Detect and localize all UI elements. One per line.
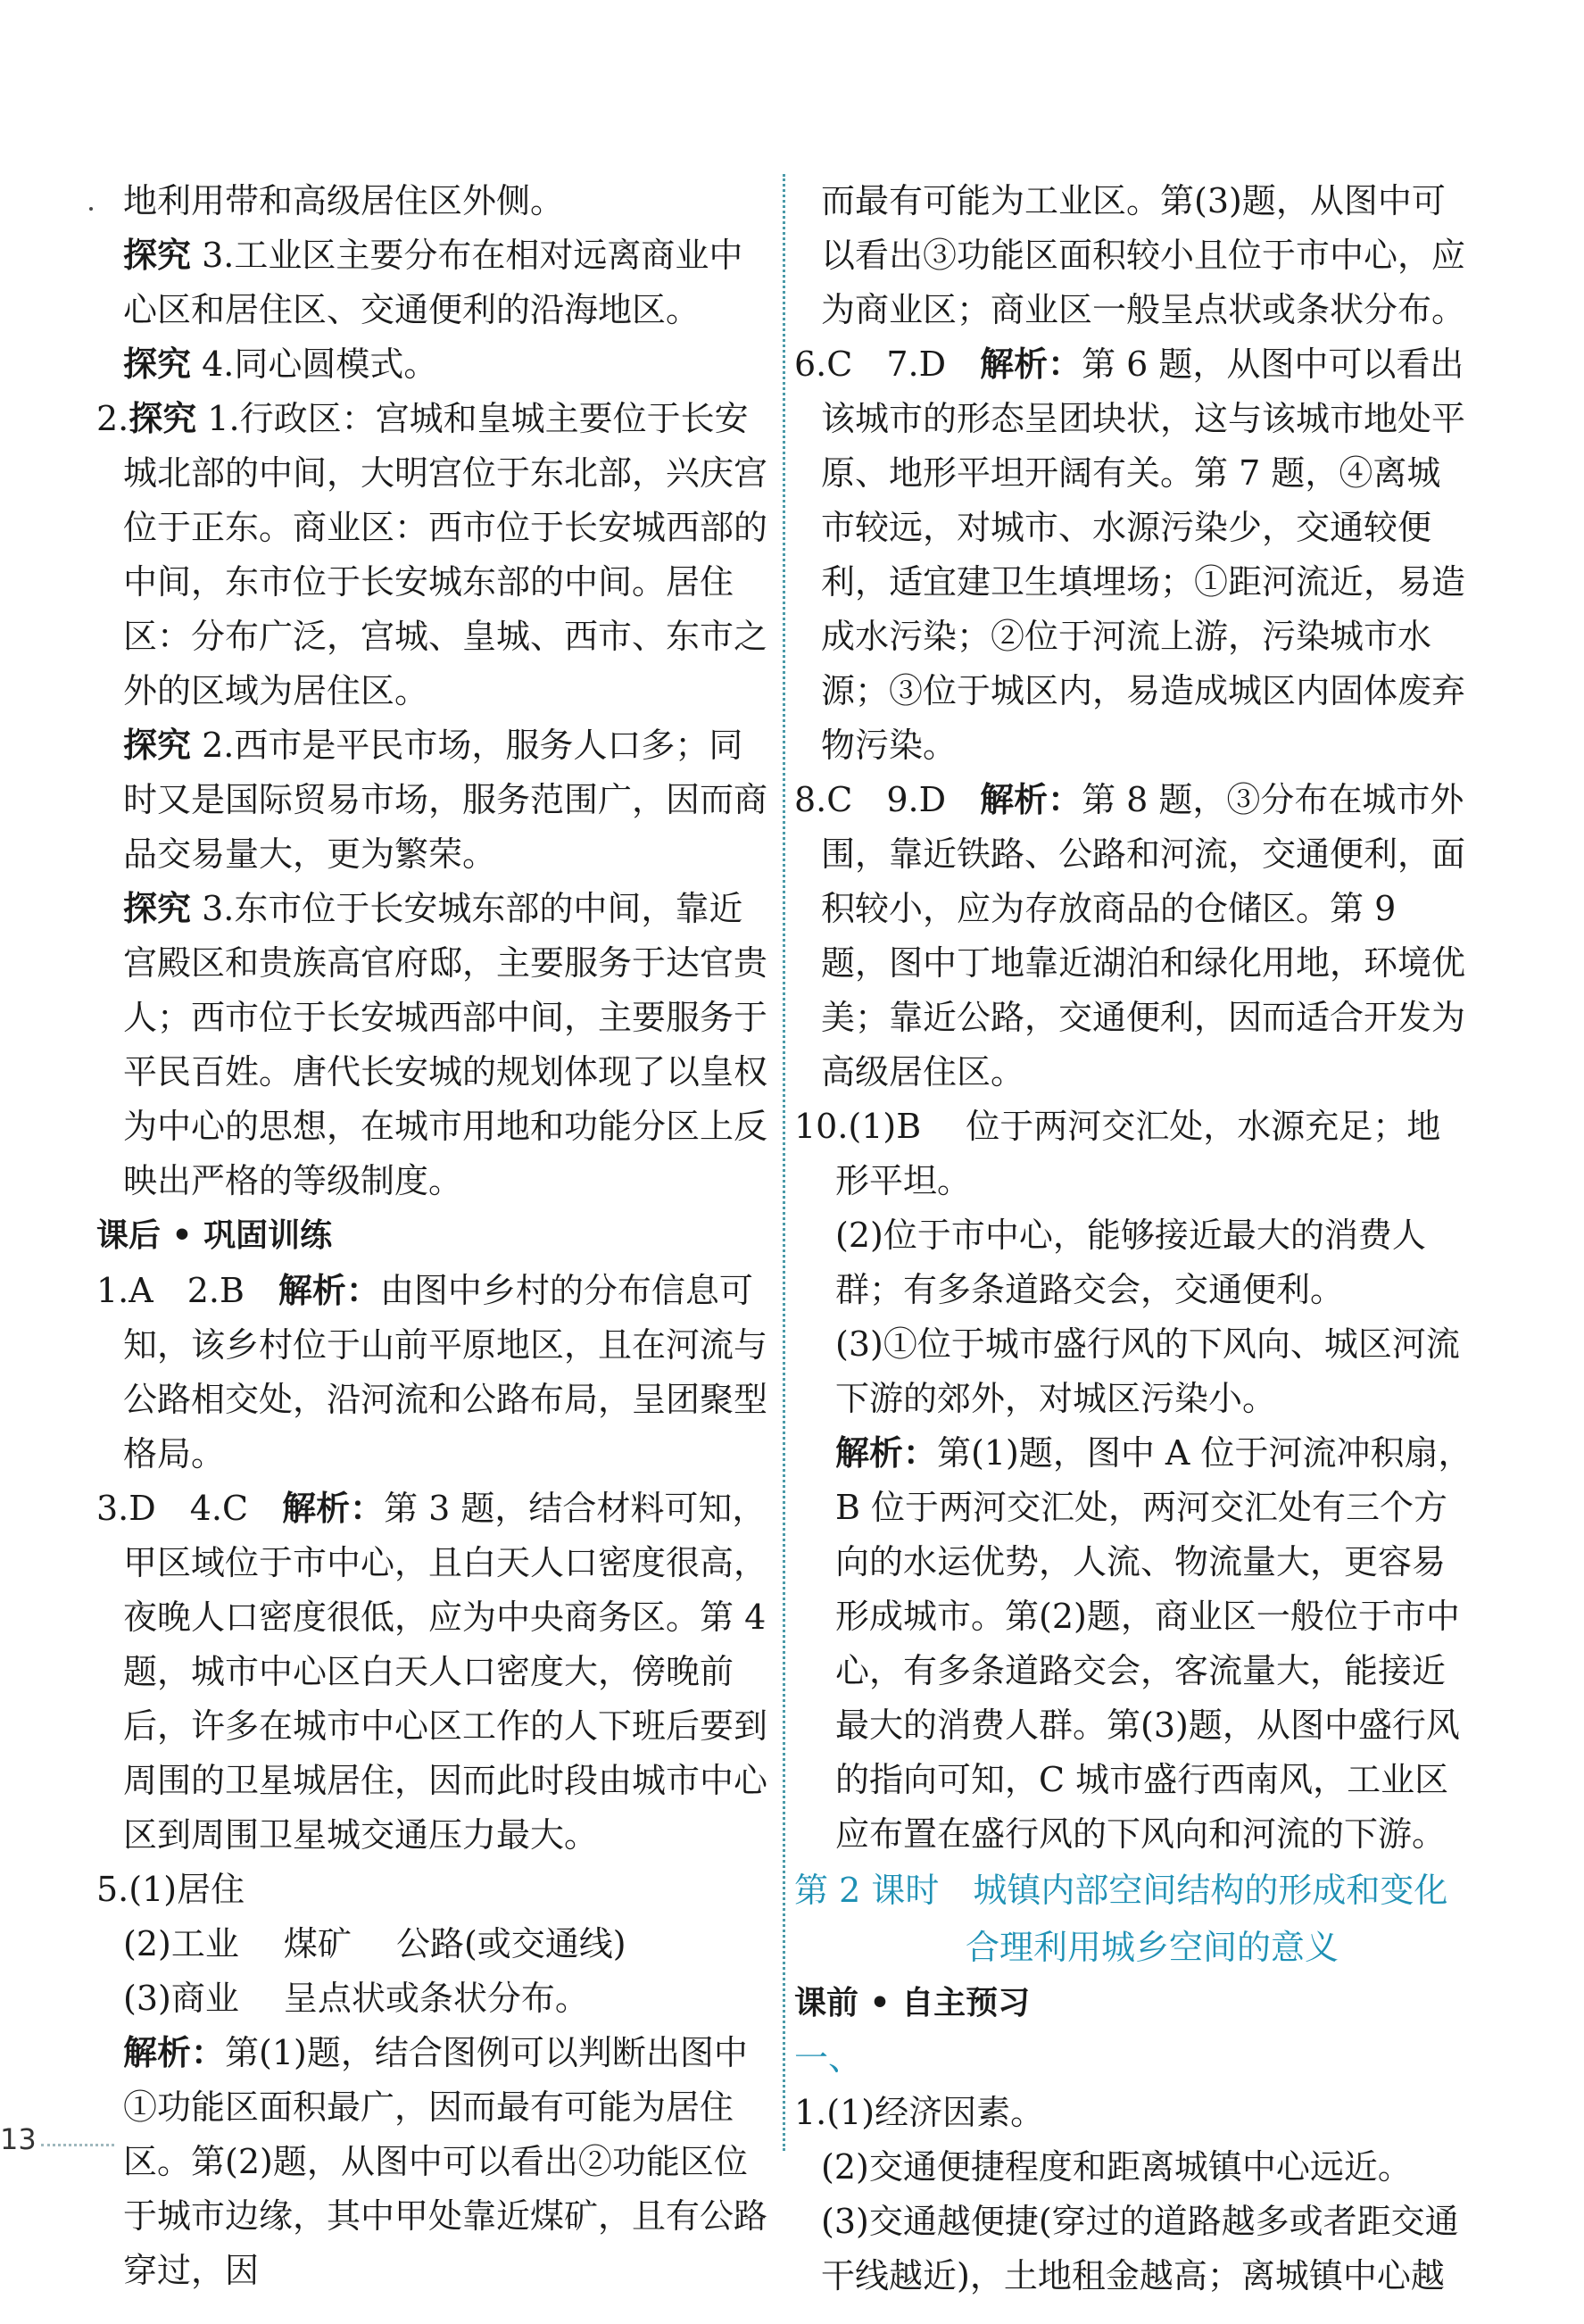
page-number-rule [41, 2144, 114, 2146]
analysis-text: 第(1)题，图中 A 位于河流冲积扇，B 位于两河交汇处，两河交汇处有三个方向的水运优势，人流、物流量大，更容易形成城市。第(2)题，商业区一般位于市中心，有多条道路交会，客流量大，能接近最大的消费人群。第(3)题，从图中盛行风的指向可知，C 城市盛行西南风，工业区应布置在盛行风的下风向和河流的下游。 [835, 1433, 1472, 1854]
answer-key: 6.C 7.D [794, 344, 981, 384]
explore-label: 探究 [123, 344, 192, 384]
analysis-text: 由图中乡村的分布信息可知，该乡村位于山前平原地区，且在河流与公路相交处，沿河流和公路布局，呈团聚型格局。 [123, 1271, 768, 1473]
answer-10-1: 10.(1)B 位于两河交汇处，水源充足；地形平坦。 [794, 1107, 1441, 1200]
item-number: 2. [96, 399, 129, 438]
explore-text: 4.同心圆模式。 [202, 344, 438, 384]
analysis-label: 解析： [278, 1271, 380, 1310]
explore-label: 探究 [129, 399, 197, 438]
left-column [96, 174, 773, 2298]
text-line: 地利用带和高级居住区外侧。 [123, 181, 565, 220]
lesson-subtitle: 合理利用城乡空间的意义 [965, 1928, 1339, 1967]
section-heading: 课前 • 自主预习 [794, 1985, 1031, 2021]
explore-label: 探究 [123, 236, 192, 275]
explore-text: 2.西市是平民市场，服务人口多；同时又是国际贸易市场，服务范围广，因而商品交易量大，更为繁荣。 [123, 726, 768, 874]
answer-8-9 [794, 773, 1474, 1100]
analysis-label: 解析： [123, 2033, 226, 2072]
answer-1-2 [96, 1264, 773, 1482]
preview-1-3: (3)交通越便捷(穿过的道路越多或者距交通干线越近)，土地租金越高；离城镇中心越 [821, 2202, 1459, 2295]
analysis-label: 解析： [282, 1489, 385, 1528]
answer-key: 3.D 4.C [96, 1489, 283, 1528]
explore-2 [96, 718, 773, 882]
answer-key: 1.A 2.B [96, 1271, 278, 1310]
explore-text: 3.工业区主要分布在相对远离商业中心区和居住区、交通便利的沿海地区。 [123, 236, 743, 329]
analysis-text: 第 6 题，从图中可以看出该城市的形态呈团块状，这与该城市地处平原、地形平坦开阔有关。第 7 题，④离城市较远，对城市、水源污染少，交通较便利，适宜建卫生填埋场；①距河流近，易造成水污染；②位于河流上游，污染城市水源；③位于城区内，易造成城区内固体废弃物污染。 [821, 344, 1466, 765]
explore-3 [96, 228, 773, 337]
text-line: 而最有可能为工业区。第(3)题，从图中可以看出③功能区面积较小且位于市中心，应为商业区；商业区一般呈点状或条状分布。 [821, 181, 1466, 329]
explore-3b [96, 882, 773, 1208]
part-marker: 一、 [794, 2038, 863, 2078]
analysis-text: 第(1)题，结合图例可以判断出图中①功能区面积最广，因而最有可能为居住区。第(2)题，从图中可以看出②功能区位于城市边缘，其中甲处靠近煤矿，且有公路穿过，因 [123, 2033, 768, 2290]
answer-key: 8.C 9.D [794, 780, 981, 819]
item-2 [96, 392, 773, 718]
answer-5-1: 5.(1)居住 [96, 1870, 245, 1909]
answer-5-2: (2)工业 煤矿 公路(或交通线) [123, 1924, 626, 1963]
answer-6-7 [794, 337, 1474, 773]
answer-10-2: (2)位于市中心，能够接近最大的消费人群；有多条道路交会，交通便利。 [835, 1216, 1426, 1309]
answer-5-analysis [96, 2026, 773, 2298]
analysis-label: 解析： [980, 344, 1082, 384]
answer-10-analysis [794, 1426, 1474, 1862]
preview-1-1: 1.(1)经济因素。 [794, 2093, 1045, 2132]
column-divider [783, 174, 785, 2151]
analysis-label: 解析： [980, 780, 1082, 819]
explore-text: 1.行政区：宫城和皇城主要位于长安城北部的中间，大明宫位于东北部，兴庆宫位于正东。商业区：西市位于长安城西部的中间，东市位于长安城东部的中间。居住区：分布广泛，宫城、皇城、西市、东市之外的区域为居住区。 [123, 399, 768, 710]
analysis-label: 解析： [835, 1433, 938, 1473]
answer-5-3: (3)商业 呈点状或条状分布。 [123, 1979, 589, 2018]
analysis-text: 第 3 题，结合材料可知，甲区域位于市中心，且白天人口密度很高，夜晚人口密度很低，应为中央商务区。第 4 题，城市中心区白天人口密度大，傍晚前后，许多在城市中心区工作的人下班后要到周围的卫星城居住，因而此时段由城市中心区到周围卫星城交通压力最大。 [123, 1489, 768, 1855]
explore-4 [96, 337, 773, 392]
page-number: 13 [0, 2122, 37, 2156]
margin-dot [89, 207, 93, 211]
analysis-text: 第 8 题，③分布在城市外围，靠近铁路、公路和河流，交通便利，面积较小，应为存放商品的仓储区。第 9 题，图中丁地靠近湖泊和绿化用地，环境优美；靠近公路，交通便利，因而适合开发为高级居住区。 [821, 780, 1466, 1091]
answer-3-4 [96, 1482, 773, 1863]
explore-label: 探究 [123, 889, 192, 928]
explore-label: 探究 [123, 726, 192, 765]
lesson-title: 第 2 课时 城镇内部空间结构的形成和变化 [794, 1871, 1448, 1910]
preview-1-2: (2)交通便捷程度和距离城镇中心远近。 [821, 2147, 1412, 2187]
section-heading: 课后 • 巩固训练 [96, 1217, 333, 1254]
explore-text: 3.东市位于长安城东部的中间，靠近宫殿区和贵族高官府邸，主要服务于达官贵人；西市位于长安城西部中间，主要服务于平民百姓。唐代长安城的规划体现了以皇权为中心的思想，在城市用地和功能分区上反映出严格的等级制度。 [123, 889, 768, 1200]
answer-10-3: (3)①位于城市盛行风的下风向、城区河流下游的郊外，对城区污染小。 [835, 1324, 1460, 1418]
right-column [794, 174, 1474, 2303]
